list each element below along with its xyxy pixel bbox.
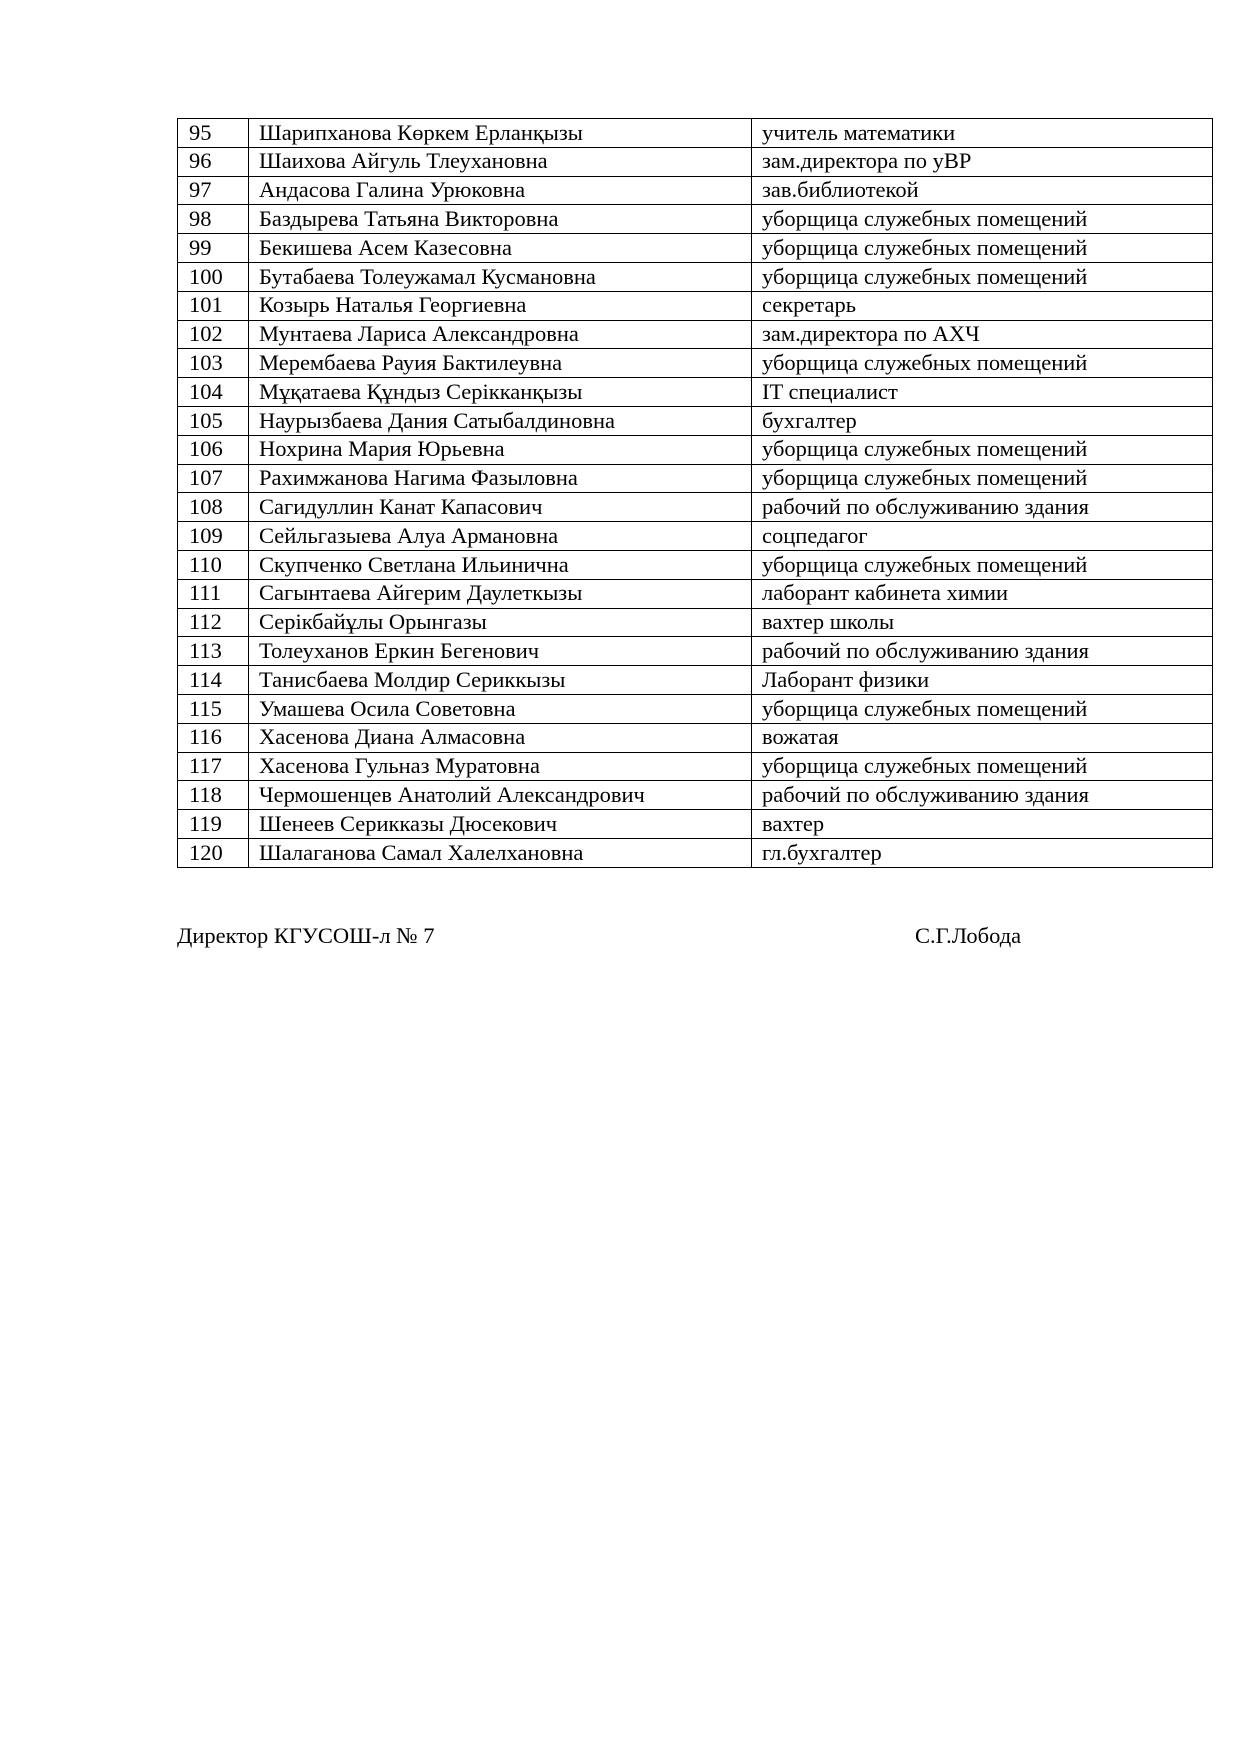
table-row (178, 176, 1213, 205)
table-row (178, 119, 1213, 148)
director-title: Директор КГУСОШ-л № 7 (177, 923, 435, 948)
position-cell: гл.бухгалтер (752, 838, 1213, 867)
employee-name-cell: Хасенова Гульназ Муратовна (249, 752, 752, 781)
position-cell: зам.директора по АХЧ (752, 320, 1213, 349)
row-number-cell: 118 (178, 781, 249, 810)
row-number-cell: 100 (178, 262, 249, 291)
table-row (178, 666, 1213, 695)
position-cell: уборщица служебных помещений (752, 464, 1213, 493)
row-number-cell: 102 (178, 320, 249, 349)
employee-name-cell: Шенеев Серикказы Дюсекович (249, 810, 752, 839)
staff-table (177, 118, 1213, 868)
row-number-cell: 116 (178, 723, 249, 752)
row-number-cell: 105 (178, 406, 249, 435)
position-cell: секретарь (752, 291, 1213, 320)
table-row (178, 694, 1213, 723)
table-row (178, 550, 1213, 579)
table-row (178, 262, 1213, 291)
table-row (178, 147, 1213, 176)
employee-name-cell: Андасова Галина Урюковна (249, 176, 752, 205)
table-row (178, 493, 1213, 522)
employee-name-cell: Скупченко Светлана Ильинична (249, 550, 752, 579)
position-cell: зам.директора по уВР (752, 147, 1213, 176)
position-cell: рабочий по обслуживанию здания (752, 781, 1213, 810)
row-number-cell: 97 (178, 176, 249, 205)
position-cell: вахтер школы (752, 608, 1213, 637)
row-number-cell: 114 (178, 666, 249, 695)
position-cell: соцпедагог (752, 522, 1213, 551)
position-cell: Лаборант физики (752, 666, 1213, 695)
position-cell: вахтер (752, 810, 1213, 839)
position-cell: уборщица служебных помещений (752, 752, 1213, 781)
row-number-cell: 108 (178, 493, 249, 522)
employee-name-cell: Наурызбаева Дания Сатыбалдиновна (249, 406, 752, 435)
employee-name-cell: Толеуханов Еркин Бегенович (249, 637, 752, 666)
table-row (178, 378, 1213, 407)
staff-table-body (178, 119, 1213, 868)
position-cell: IT специалист (752, 378, 1213, 407)
row-number-cell: 103 (178, 349, 249, 378)
employee-name-cell: Сагидуллин Канат Капасович (249, 493, 752, 522)
table-row (178, 838, 1213, 867)
table-row (178, 579, 1213, 608)
row-number-cell: 106 (178, 435, 249, 464)
row-number-cell: 99 (178, 234, 249, 263)
table-row (178, 522, 1213, 551)
director-name: С.Г.Лобода (915, 923, 1022, 948)
employee-name-cell: Чермошенцев Анатолий Александрович (249, 781, 752, 810)
table-row (178, 291, 1213, 320)
employee-name-cell: Шарипханова Көркем Ерланқызы (249, 119, 752, 148)
table-row (178, 234, 1213, 263)
employee-name-cell: Умашева Осила Советовна (249, 694, 752, 723)
table-row (178, 349, 1213, 378)
table-row (178, 435, 1213, 464)
employee-name-cell: Сейльгазыева Алуа Армановна (249, 522, 752, 551)
table-row (178, 406, 1213, 435)
position-cell: зав.библиотекой (752, 176, 1213, 205)
employee-name-cell: Шалаганова Самал Халелхановна (249, 838, 752, 867)
position-cell: рабочий по обслуживанию здания (752, 637, 1213, 666)
employee-name-cell: Танисбаева Молдир Сериккызы (249, 666, 752, 695)
employee-name-cell: Баздырева Татьяна Викторовна (249, 205, 752, 234)
position-cell: уборщица служебных помещений (752, 550, 1213, 579)
employee-name-cell: Мұқатаева Құндыз Серікканқызы (249, 378, 752, 407)
employee-name-cell: Рахимжанова Нагима Фазыловна (249, 464, 752, 493)
row-number-cell: 96 (178, 147, 249, 176)
employee-name-cell: Мерембаева Рауия Бактилеувна (249, 349, 752, 378)
employee-name-cell: Козырь Наталья Георгиевна (249, 291, 752, 320)
row-number-cell: 117 (178, 752, 249, 781)
employee-name-cell: Сагынтаева Айгерим Даулеткызы (249, 579, 752, 608)
row-number-cell: 95 (178, 119, 249, 148)
position-cell: уборщица служебных помещений (752, 205, 1213, 234)
row-number-cell: 110 (178, 550, 249, 579)
position-cell: уборщица служебных помещений (752, 435, 1213, 464)
table-row (178, 320, 1213, 349)
position-cell: бухгалтер (752, 406, 1213, 435)
table-row (178, 608, 1213, 637)
row-number-cell: 119 (178, 810, 249, 839)
table-row (178, 781, 1213, 810)
row-number-cell: 120 (178, 838, 249, 867)
employee-name-cell: Шаихова Айгуль Тлеухановна (249, 147, 752, 176)
position-cell: уборщица служебных помещений (752, 349, 1213, 378)
employee-name-cell: Серікбайұлы Орынгазы (249, 608, 752, 637)
table-row (178, 752, 1213, 781)
position-cell: уборщица служебных помещений (752, 694, 1213, 723)
row-number-cell: 104 (178, 378, 249, 407)
employee-name-cell: Нохрина Мария Юрьевна (249, 435, 752, 464)
table-row (178, 464, 1213, 493)
row-number-cell: 113 (178, 637, 249, 666)
table-row (178, 810, 1213, 839)
row-number-cell: 109 (178, 522, 249, 551)
employee-name-cell: Бекишева Асем Казесовна (249, 234, 752, 263)
row-number-cell: 111 (178, 579, 249, 608)
position-cell: лаборант кабинета химии (752, 579, 1213, 608)
table-row (178, 205, 1213, 234)
table-row (178, 723, 1213, 752)
row-number-cell: 107 (178, 464, 249, 493)
position-cell: вожатая (752, 723, 1213, 752)
row-number-cell: 98 (178, 205, 249, 234)
position-cell: учитель математики (752, 119, 1213, 148)
position-cell: рабочий по обслуживанию здания (752, 493, 1213, 522)
row-number-cell: 112 (178, 608, 249, 637)
employee-name-cell: Бутабаева Толеужамал Кусмановна (249, 262, 752, 291)
row-number-cell: 115 (178, 694, 249, 723)
position-cell: уборщица служебных помещений (752, 262, 1213, 291)
table-row (178, 637, 1213, 666)
employee-name-cell: Мунтаева Лариса Александровна (249, 320, 752, 349)
row-number-cell: 101 (178, 291, 249, 320)
position-cell: уборщица служебных помещений (752, 234, 1213, 263)
employee-name-cell: Хасенова Диана Алмасовна (249, 723, 752, 752)
